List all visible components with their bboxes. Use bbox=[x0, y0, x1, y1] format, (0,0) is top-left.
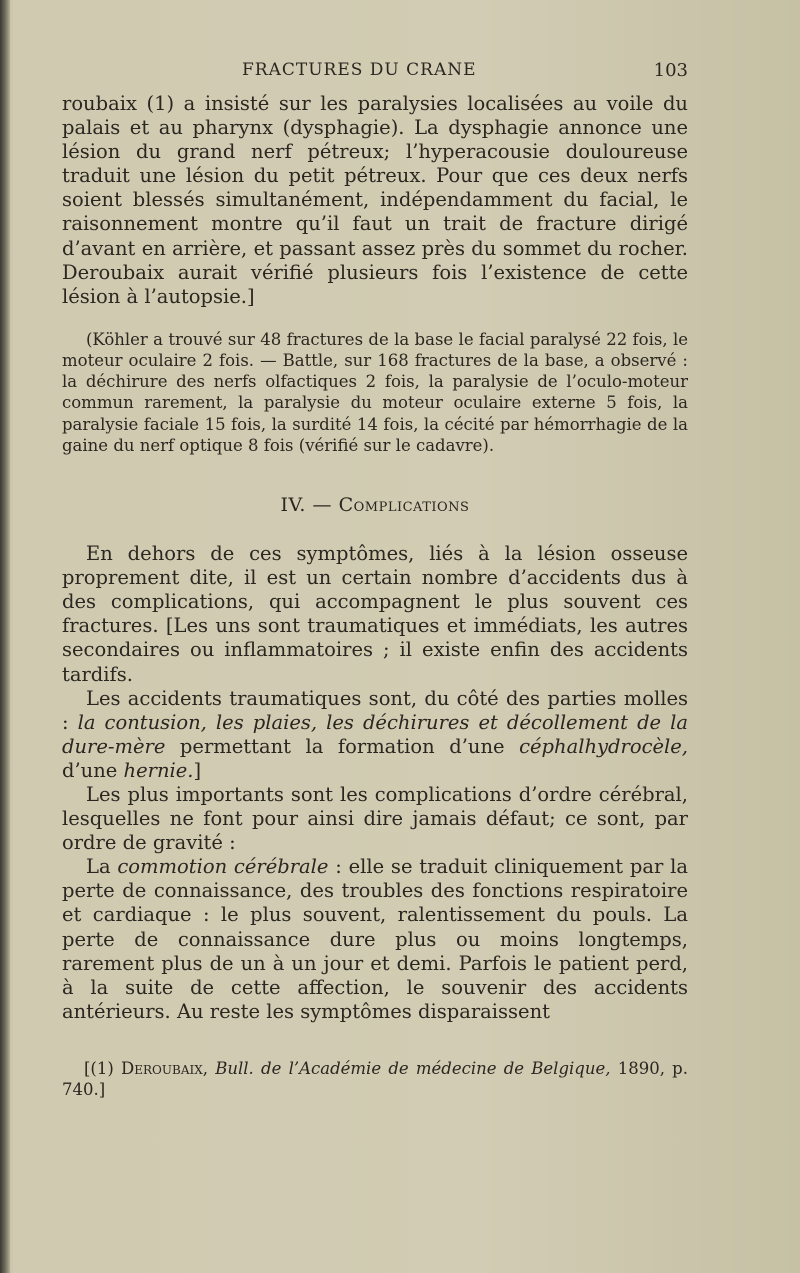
section-title: Complications bbox=[338, 494, 470, 517]
p6-italic: commotion cérébrale bbox=[117, 855, 329, 879]
footnote-journal: Bull. de l’Académie de médecine de Belgique, bbox=[208, 1058, 611, 1078]
p6-end: : elle se traduit cliniquement par la perte de connaissance, des troubles des fonctions respiratoire et cardiaque : le plus souvent, ralentissement du pouls. La perte de connaissance dure plus ou moins longtemps, rarement plus de un à un jour et demi. Parfois le patient perd, à la suite de cette affection, le souvenir des accidents antérieurs. Au reste les symptômes disparaissent bbox=[62, 855, 689, 1023]
page-number: 103 bbox=[653, 60, 688, 81]
paragraph-traumatic-accidents bbox=[62, 687, 688, 783]
p6-start: La bbox=[86, 855, 118, 879]
paragraph-cerebral-complications: Les plus importants sont les complications d’ordre cérébral, lesquelles ne font pour ainsi dire jamais défaut; ce sont, par ordre de gravité : bbox=[62, 783, 688, 855]
p4-italic-2: céphalhydrocèle, bbox=[519, 734, 688, 758]
footnote bbox=[62, 1058, 688, 1100]
footnote-prefix: [(1) bbox=[84, 1058, 122, 1078]
footnote-author: Deroubaix, bbox=[121, 1058, 209, 1078]
section-heading bbox=[62, 494, 688, 516]
paragraph-deroubaix: roubaix (1) a insisté sur les paralysies localisées au voile du palais et au pharynx (dysphagie). La dysphagie annonce une lésion du grand nerf pétreux; l’hyperacousie douloureuse traduit une lésion du petit pétreux. Pour que ces deux nerfs soient blessés simultanément, indépendamment du facial, le raisonnement montre qu’il faut un trait de fracture dirigé d’avant en arrière, et passant assez près du sommet du rocher. Deroubaix aurait vérifié plusieurs fois l’existence de cette lésion à l’autopsie.] bbox=[62, 92, 688, 308]
page-content bbox=[62, 60, 688, 1100]
section-numeral: IV. — bbox=[280, 494, 339, 517]
footnote-details: 1890, p. 740.] bbox=[62, 1058, 688, 1099]
p4-start: Les accidents traumatiques sont, du côté des parties molles : bbox=[62, 686, 688, 734]
paragraph-commotion bbox=[62, 855, 688, 1024]
p4-mid: permettant la formation d’une bbox=[165, 734, 520, 758]
paragraph-complications-intro: En dehors de ces symptômes, liés à la lésion osseuse proprement dite, il est un certain nombre d’accidents dus à des complications, qui accompagnent le plus souvent ces fractures. [Les uns sont traumatiques et immédiats, les autres secondaires ou inflammatoires ; il existe enfin des accidents tardifs. bbox=[62, 542, 688, 686]
p4-italic-3: hernie. bbox=[123, 758, 194, 782]
page-header bbox=[62, 60, 688, 92]
p4-italic-1: la contusion, les plaies, les déchirures et décollement de la dure-mère bbox=[62, 710, 688, 758]
running-head: FRACTURES DU CRANE bbox=[242, 60, 477, 80]
p4-mid-2: d’une bbox=[62, 758, 124, 782]
p4-end: ] bbox=[193, 758, 202, 782]
page-binding-edge bbox=[0, 0, 10, 1273]
paragraph-kohler-battle: (Köhler a trouvé sur 48 fractures de la base le facial paralysé 22 fois, le moteur oculaire 2 fois. — Battle, sur 168 fractures de la base, a observé : la déchirure des nerfs olfactiques 2 fois, la paralysie de l’oculo-moteur commun rarement, la paralysie du moteur oculaire externe 5 fois, la paralysie faciale 15 fois, la surdité 14 fois, la cécité par hémorrhagie de la gaine du nerf optique 8 fois (vérifié sur le cadavre). bbox=[62, 329, 688, 455]
